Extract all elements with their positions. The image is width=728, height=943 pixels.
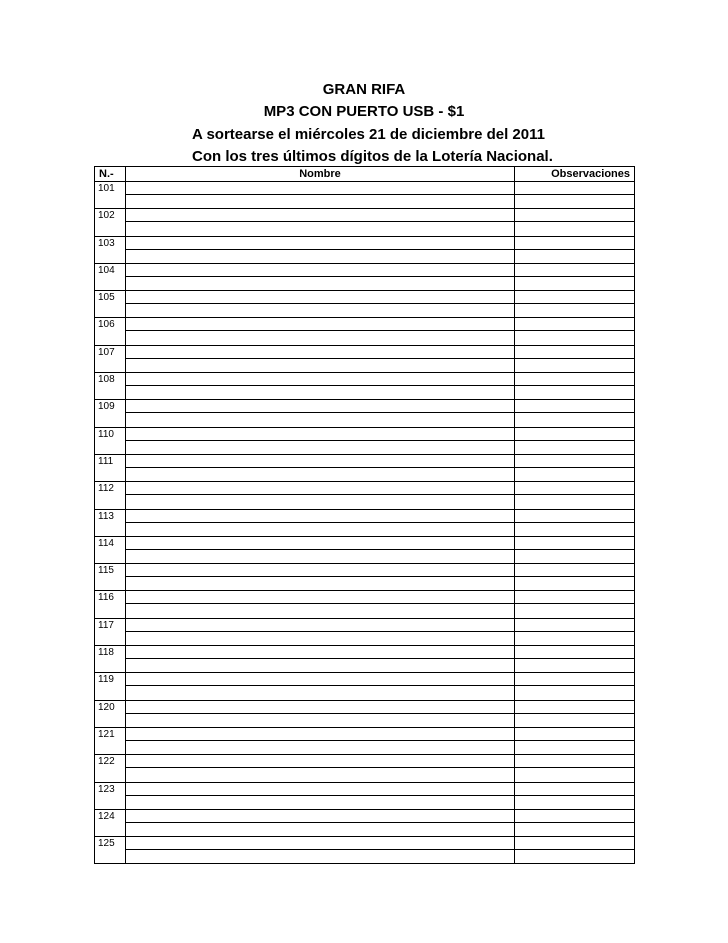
observations-cell-rule bbox=[515, 740, 634, 741]
table-row bbox=[95, 646, 635, 673]
column-header-name: Nombre bbox=[126, 167, 515, 182]
name-cell-rule bbox=[126, 658, 514, 659]
observations-cell[interactable] bbox=[515, 837, 635, 864]
ticket-number-cell bbox=[95, 782, 126, 809]
document-title: GRAN RIFA bbox=[322, 81, 406, 98]
name-cell[interactable] bbox=[126, 837, 515, 864]
ticket-number: 112 bbox=[98, 483, 114, 495]
name-cell-rule bbox=[126, 795, 514, 796]
observations-cell[interactable] bbox=[515, 291, 635, 318]
table-row bbox=[95, 427, 635, 454]
table-row bbox=[95, 509, 635, 536]
observations-cell-rule bbox=[515, 795, 634, 796]
ticket-number-cell bbox=[95, 182, 126, 209]
name-cell[interactable] bbox=[126, 373, 515, 400]
draw-date-line: A sortearse el miércoles 21 de diciembre del 2011 bbox=[192, 126, 545, 143]
observations-cell-rule bbox=[515, 385, 634, 386]
column-header-number: N.- bbox=[95, 167, 126, 182]
name-cell-rule bbox=[126, 549, 514, 550]
ticket-number: 117 bbox=[98, 619, 114, 631]
name-cell-rule bbox=[126, 631, 514, 632]
observations-cell[interactable] bbox=[515, 400, 635, 427]
table-row bbox=[95, 837, 635, 864]
name-cell[interactable] bbox=[126, 209, 515, 236]
column-header-observations: Observaciones bbox=[515, 167, 635, 182]
observations-cell[interactable] bbox=[515, 209, 635, 236]
name-cell[interactable] bbox=[126, 618, 515, 645]
name-cell[interactable] bbox=[126, 454, 515, 481]
observations-cell-rule bbox=[515, 303, 634, 304]
draw-method-line: Con los tres últimos dígitos de la Lotería Nacional. bbox=[192, 148, 553, 165]
observations-cell[interactable] bbox=[515, 536, 635, 563]
ticket-number: 108 bbox=[98, 374, 115, 386]
observations-cell-rule bbox=[515, 412, 634, 413]
ticket-number: 119 bbox=[98, 674, 114, 686]
ticket-number-cell bbox=[95, 318, 126, 345]
table-row bbox=[95, 673, 635, 700]
name-cell-rule bbox=[126, 576, 514, 577]
ticket-number-cell bbox=[95, 427, 126, 454]
document-subtitle: MP3 CON PUERTO USB - $1 bbox=[263, 103, 465, 120]
name-cell-rule bbox=[126, 685, 514, 686]
name-cell[interactable] bbox=[126, 591, 515, 618]
observations-cell[interactable] bbox=[515, 809, 635, 836]
table-row bbox=[95, 482, 635, 509]
observations-cell[interactable] bbox=[515, 618, 635, 645]
ticket-number-cell bbox=[95, 454, 126, 481]
ticket-number-cell bbox=[95, 345, 126, 372]
name-cell-rule bbox=[126, 303, 514, 304]
ticket-number-cell bbox=[95, 236, 126, 263]
name-cell-rule bbox=[126, 358, 514, 359]
table-row bbox=[95, 564, 635, 591]
table-row bbox=[95, 345, 635, 372]
observations-cell-rule bbox=[515, 631, 634, 632]
name-cell[interactable] bbox=[126, 400, 515, 427]
observations-cell-rule bbox=[515, 767, 634, 768]
name-cell[interactable] bbox=[126, 345, 515, 372]
ticket-number: 123 bbox=[98, 783, 115, 795]
table-row bbox=[95, 809, 635, 836]
ticket-number-cell bbox=[95, 646, 126, 673]
name-cell[interactable] bbox=[126, 318, 515, 345]
observations-cell[interactable] bbox=[515, 591, 635, 618]
name-cell-rule bbox=[126, 713, 514, 714]
observations-cell[interactable] bbox=[515, 182, 635, 209]
table-row bbox=[95, 263, 635, 290]
observations-cell[interactable] bbox=[515, 482, 635, 509]
observations-cell[interactable] bbox=[515, 263, 635, 290]
ticket-number-cell bbox=[95, 727, 126, 754]
observations-cell-rule bbox=[515, 440, 634, 441]
table-row bbox=[95, 209, 635, 236]
ticket-number: 109 bbox=[98, 401, 115, 413]
name-cell[interactable] bbox=[126, 509, 515, 536]
table-row bbox=[95, 318, 635, 345]
ticket-number: 118 bbox=[98, 647, 114, 659]
ticket-number-cell bbox=[95, 509, 126, 536]
name-cell-rule bbox=[126, 767, 514, 768]
observations-cell-rule bbox=[515, 822, 634, 823]
observations-cell[interactable] bbox=[515, 454, 635, 481]
name-cell[interactable] bbox=[126, 646, 515, 673]
name-cell-rule bbox=[126, 194, 514, 195]
observations-cell-rule bbox=[515, 658, 634, 659]
observations-cell[interactable] bbox=[515, 700, 635, 727]
observations-cell[interactable] bbox=[515, 345, 635, 372]
ticket-number-cell bbox=[95, 673, 126, 700]
observations-cell[interactable] bbox=[515, 673, 635, 700]
name-cell[interactable] bbox=[126, 236, 515, 263]
observations-cell-rule bbox=[515, 522, 634, 523]
ticket-number-cell bbox=[95, 564, 126, 591]
name-cell[interactable] bbox=[126, 291, 515, 318]
ticket-number: 111 bbox=[98, 455, 114, 467]
ticket-number: 101 bbox=[98, 183, 115, 194]
name-cell-rule bbox=[126, 249, 514, 250]
name-cell-rule bbox=[126, 849, 514, 850]
name-cell-rule bbox=[126, 603, 514, 604]
observations-cell-rule bbox=[515, 249, 634, 250]
ticket-number: 110 bbox=[98, 428, 114, 440]
name-cell[interactable] bbox=[126, 482, 515, 509]
name-cell[interactable] bbox=[126, 564, 515, 591]
name-cell-rule bbox=[126, 385, 514, 386]
observations-cell-rule bbox=[515, 221, 634, 222]
table-row bbox=[95, 536, 635, 563]
name-cell-rule bbox=[126, 467, 514, 468]
table-row bbox=[95, 782, 635, 809]
observations-cell[interactable] bbox=[515, 318, 635, 345]
observations-cell[interactable] bbox=[515, 564, 635, 591]
name-cell-rule bbox=[126, 740, 514, 741]
name-cell[interactable] bbox=[126, 782, 515, 809]
ticket-number: 113 bbox=[98, 510, 114, 522]
ticket-number: 121 bbox=[98, 728, 115, 740]
ticket-number: 115 bbox=[98, 565, 114, 577]
ticket-number: 102 bbox=[98, 210, 115, 222]
name-cell[interactable] bbox=[126, 536, 515, 563]
ticket-number: 120 bbox=[98, 701, 115, 713]
observations-cell-rule bbox=[515, 276, 634, 277]
observations-cell-rule bbox=[515, 713, 634, 714]
name-cell-rule bbox=[126, 822, 514, 823]
ticket-number-cell bbox=[95, 400, 126, 427]
ticket-number-cell bbox=[95, 591, 126, 618]
observations-cell-rule bbox=[515, 849, 634, 850]
name-cell[interactable] bbox=[126, 673, 515, 700]
table-body bbox=[95, 182, 635, 864]
ticket-number-cell bbox=[95, 263, 126, 290]
table-row bbox=[95, 454, 635, 481]
ticket-number: 116 bbox=[98, 592, 114, 604]
observations-cell-rule bbox=[515, 194, 634, 195]
table-row bbox=[95, 182, 635, 209]
ticket-number-cell bbox=[95, 618, 126, 645]
table-row bbox=[95, 591, 635, 618]
observations-cell[interactable] bbox=[515, 782, 635, 809]
name-cell-rule bbox=[126, 522, 514, 523]
ticket-number-cell bbox=[95, 809, 126, 836]
ticket-number-cell bbox=[95, 700, 126, 727]
ticket-number: 124 bbox=[98, 810, 115, 822]
ticket-number: 103 bbox=[98, 237, 115, 249]
ticket-number: 105 bbox=[98, 292, 115, 304]
observations-cell[interactable] bbox=[515, 755, 635, 782]
table-row bbox=[95, 755, 635, 782]
observations-cell-rule bbox=[515, 576, 634, 577]
observations-cell[interactable] bbox=[515, 373, 635, 400]
ticket-number-cell bbox=[95, 482, 126, 509]
observations-cell-rule bbox=[515, 603, 634, 604]
ticket-number: 125 bbox=[98, 838, 115, 850]
observations-cell-rule bbox=[515, 549, 634, 550]
name-cell[interactable] bbox=[126, 263, 515, 290]
ticket-number: 106 bbox=[98, 319, 115, 331]
observations-cell-rule bbox=[515, 467, 634, 468]
ticket-number-cell bbox=[95, 373, 126, 400]
observations-cell-rule bbox=[515, 358, 634, 359]
table-row bbox=[95, 400, 635, 427]
name-cell-rule bbox=[126, 440, 514, 441]
observations-cell[interactable] bbox=[515, 427, 635, 454]
table-row bbox=[95, 700, 635, 727]
ticket-number-cell bbox=[95, 209, 126, 236]
ticket-number-cell bbox=[95, 291, 126, 318]
observations-cell-rule bbox=[515, 330, 634, 331]
observations-cell[interactable] bbox=[515, 236, 635, 263]
ticket-number: 104 bbox=[98, 264, 115, 276]
name-cell-rule bbox=[126, 276, 514, 277]
table-row bbox=[95, 291, 635, 318]
ticket-number-cell bbox=[95, 837, 126, 864]
observations-cell-rule bbox=[515, 494, 634, 495]
observations-cell[interactable] bbox=[515, 727, 635, 754]
name-cell[interactable] bbox=[126, 700, 515, 727]
ticket-number: 122 bbox=[98, 756, 115, 768]
name-cell[interactable] bbox=[126, 727, 515, 754]
name-cell[interactable] bbox=[126, 182, 515, 209]
observations-cell-rule bbox=[515, 685, 634, 686]
name-cell-rule bbox=[126, 412, 514, 413]
raffle-table bbox=[94, 166, 635, 864]
name-cell-rule bbox=[126, 494, 514, 495]
name-cell[interactable] bbox=[126, 755, 515, 782]
name-cell[interactable] bbox=[126, 809, 515, 836]
table-row bbox=[95, 727, 635, 754]
table-row bbox=[95, 236, 635, 263]
ticket-number: 114 bbox=[98, 537, 114, 549]
name-cell[interactable] bbox=[126, 427, 515, 454]
table-row bbox=[95, 618, 635, 645]
table-row bbox=[95, 373, 635, 400]
table-header-row bbox=[95, 167, 635, 182]
name-cell-rule bbox=[126, 221, 514, 222]
observations-cell[interactable] bbox=[515, 509, 635, 536]
observations-cell[interactable] bbox=[515, 646, 635, 673]
name-cell-rule bbox=[126, 330, 514, 331]
ticket-number-cell bbox=[95, 755, 126, 782]
ticket-number-cell bbox=[95, 536, 126, 563]
ticket-number: 107 bbox=[98, 346, 115, 358]
